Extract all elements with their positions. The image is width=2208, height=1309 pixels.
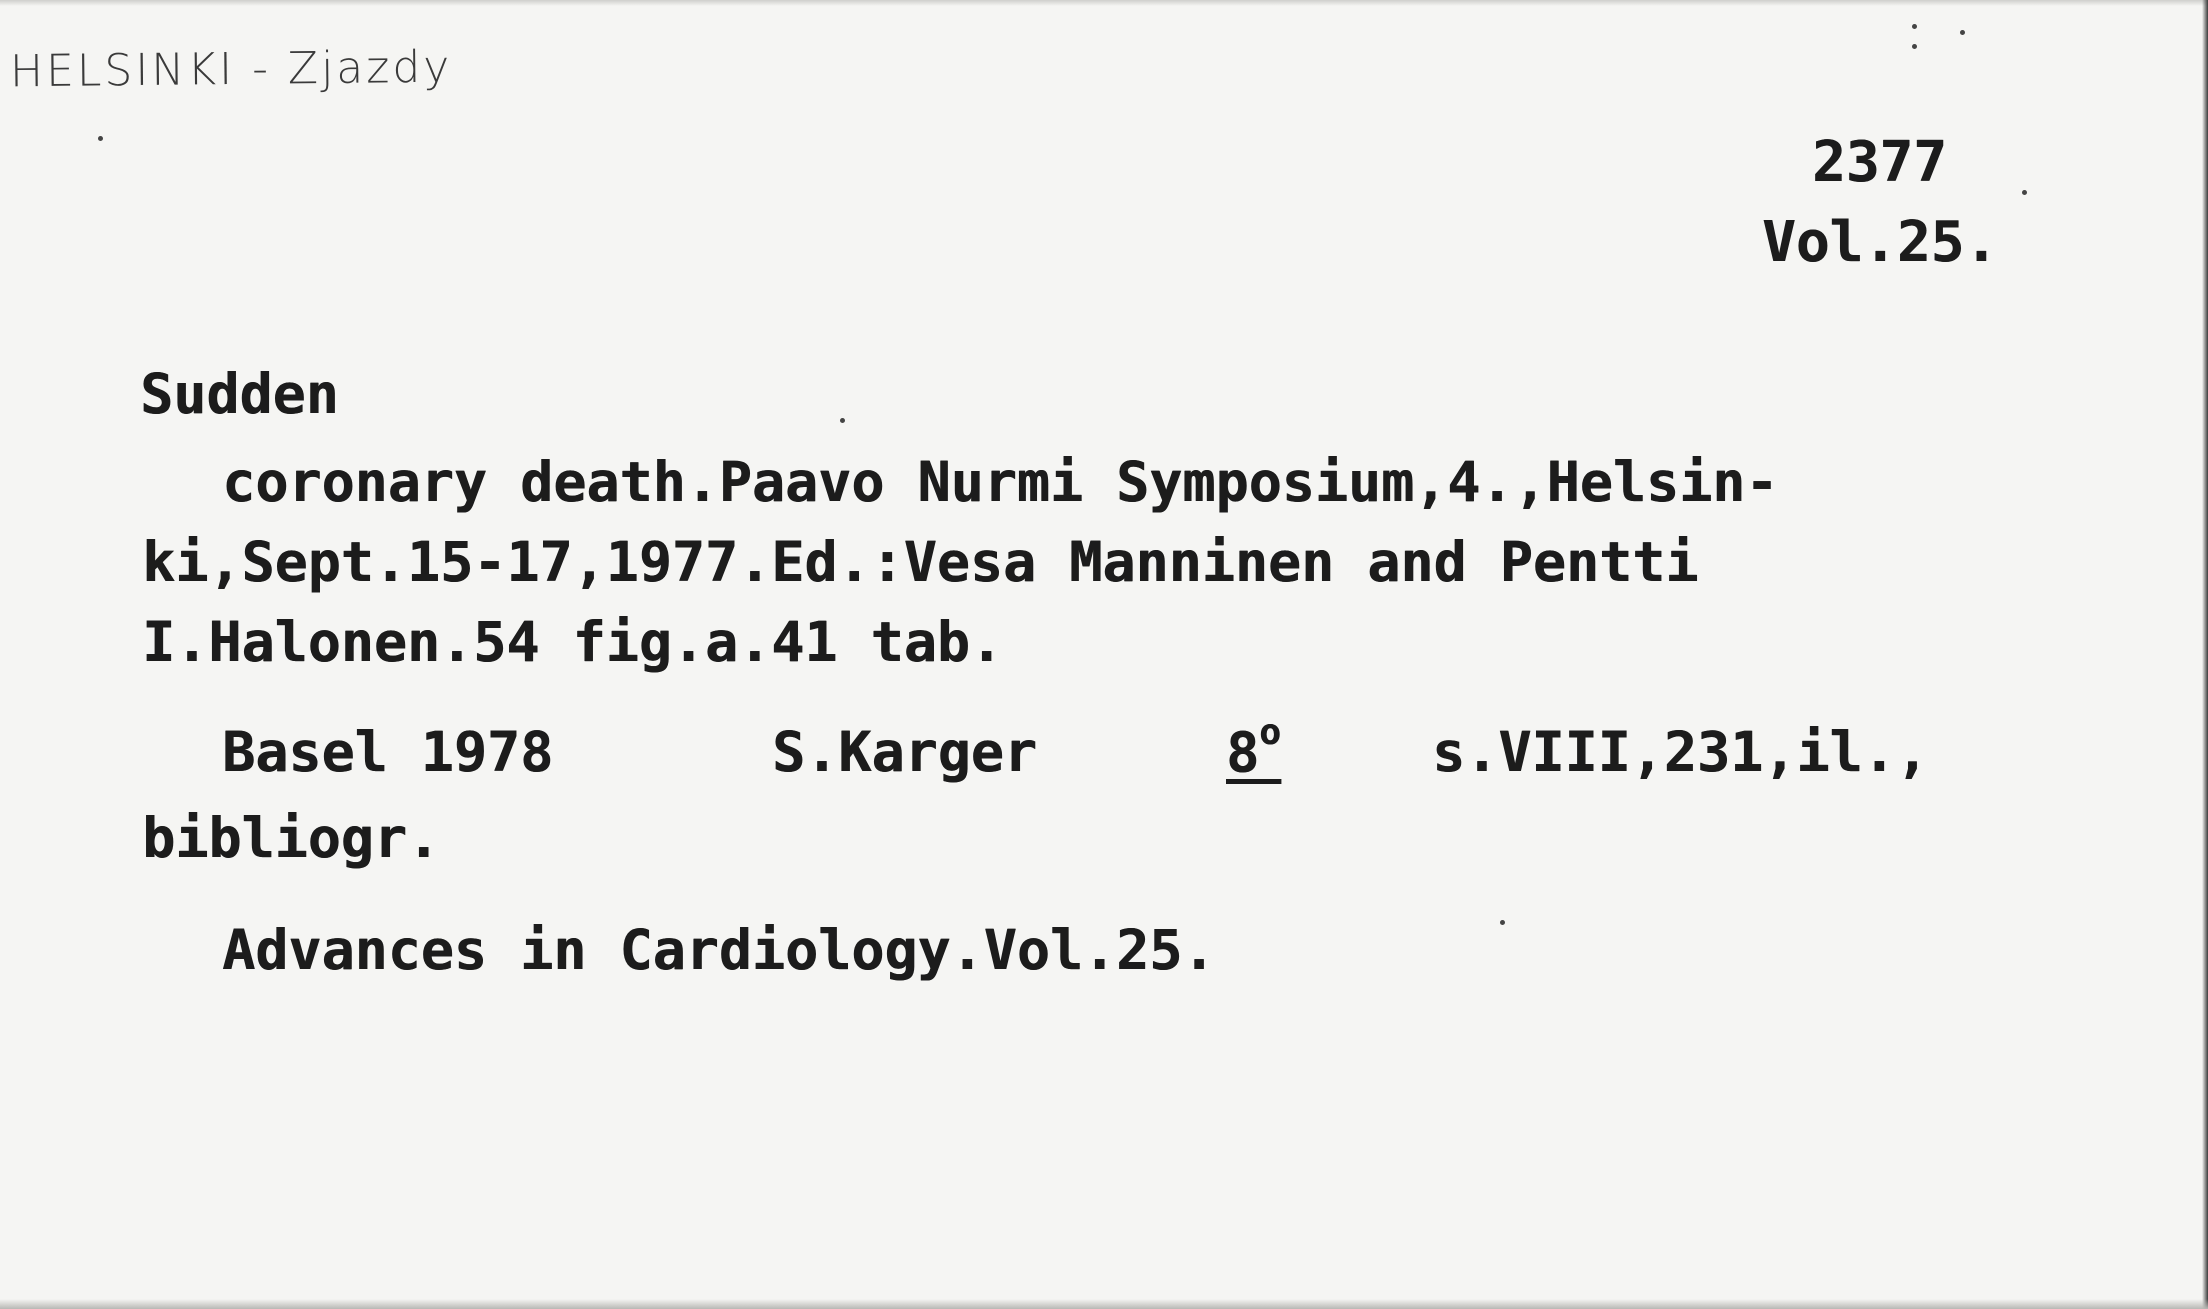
title-line-3: I.Halonen.54 fig.a.41 tab.	[142, 610, 1003, 674]
main-heading: Sudden	[140, 362, 339, 426]
speck	[1912, 44, 1917, 49]
speck	[2022, 190, 2027, 195]
format	[1226, 712, 1281, 785]
publication-place-year: Basel 1978	[222, 720, 554, 784]
title-line-2: ki,Sept.15-17,1977.Ed.:Vesa Manninen and Pentti	[142, 530, 1699, 594]
extent: s.VIII,231,il.,	[1432, 720, 1929, 784]
volume-label: Vol.25.	[1762, 210, 1999, 275]
publisher: S.Karger	[772, 720, 1037, 784]
card-bottom-edge	[0, 1299, 2208, 1309]
format-value: 8	[1226, 720, 1260, 785]
card-right-edge	[2202, 0, 2208, 1309]
speck	[1960, 30, 1965, 35]
extent-continuation: bibliogr.	[142, 806, 441, 870]
speck	[840, 418, 845, 423]
call-number: 2377	[1812, 130, 1947, 195]
title-line-1: coronary death.Paavo Nurmi Symposium,4.,Helsin-	[222, 450, 1779, 514]
speck	[1500, 920, 1505, 925]
speck	[98, 136, 103, 141]
speck	[1912, 24, 1917, 29]
handwritten-subject-heading: HELSINKI - Zjazdy	[9, 41, 453, 98]
series-statement: Advances in Cardiology.Vol.25.	[222, 918, 1216, 982]
format-mark: o	[1259, 712, 1281, 753]
card-top-edge	[0, 0, 2208, 6]
